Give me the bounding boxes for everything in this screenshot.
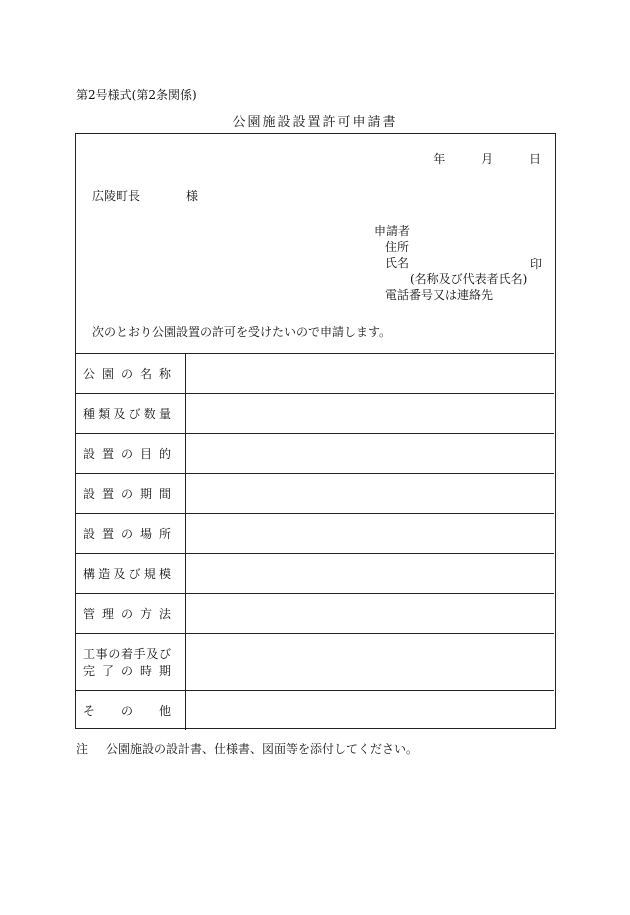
label-char: 名: [139, 367, 152, 381]
label-char: 他: [158, 704, 171, 718]
label-char: 類: [98, 407, 111, 421]
label-char: び: [128, 407, 141, 421]
label-char: 期: [158, 664, 171, 678]
name-label: 氏名: [385, 256, 410, 270]
row-value-field[interactable]: [186, 691, 555, 731]
date-month: 月: [481, 152, 494, 166]
table-row: [76, 634, 554, 691]
label-char: の: [120, 447, 133, 461]
table-row: [76, 434, 554, 474]
label-char: の: [120, 664, 133, 678]
table-row: [76, 354, 554, 394]
label-char: そ: [83, 704, 96, 718]
label-char: 及: [146, 647, 159, 661]
label-char: 事: [95, 647, 108, 661]
label-char: 手: [133, 647, 146, 661]
date-day: 日: [528, 152, 541, 166]
label-char: 造: [98, 567, 111, 581]
row-label-line: [83, 662, 171, 679]
row-label-line: [83, 525, 171, 542]
row-label: [76, 474, 186, 514]
label-char: の: [120, 607, 133, 621]
phone-label: 電話番号又は連絡先: [385, 288, 494, 302]
label-char: 量: [158, 407, 171, 421]
date-line: [429, 150, 541, 167]
row-label: [76, 594, 186, 634]
label-char: 期: [139, 487, 152, 501]
row-value-field[interactable]: [186, 474, 555, 514]
row-value-field[interactable]: [186, 594, 555, 634]
row-label: [76, 634, 186, 691]
addressee: [92, 187, 198, 204]
application-form: [75, 133, 556, 729]
label-char: 園: [101, 367, 114, 381]
row-label: [76, 434, 186, 474]
row-value-field[interactable]: [186, 554, 555, 594]
footnote-text: 公園施設の設計書、仕様書、図面等を添付してください。: [106, 742, 419, 756]
label-char: 公: [83, 367, 96, 381]
label-char: 設: [83, 487, 96, 501]
row-label-line: [83, 445, 171, 462]
form-number: 第2号様式(第2条関係): [76, 88, 197, 102]
row-label-line: [83, 702, 171, 719]
label-char: 及: [113, 567, 126, 581]
address-label: 住所: [385, 240, 410, 254]
table-row: [76, 394, 554, 434]
row-label: [76, 691, 186, 731]
label-char: 的: [158, 447, 171, 461]
row-label-line: [83, 365, 171, 382]
label-char: の: [120, 487, 133, 501]
row-label-line: [83, 405, 171, 422]
row-value-field[interactable]: [186, 634, 555, 691]
label-char: 設: [83, 527, 96, 541]
addressee-name: 広陵町長: [92, 189, 141, 203]
table-row: [76, 514, 554, 554]
row-label-line: [83, 605, 171, 622]
label-char: 設: [83, 447, 96, 461]
row-value-field[interactable]: [186, 354, 555, 394]
label-char: の: [108, 647, 121, 661]
label-char: 管: [83, 607, 96, 621]
row-label: [76, 554, 186, 594]
label-char: 法: [158, 607, 171, 621]
label-char: 及: [113, 407, 126, 421]
label-char: 理: [101, 607, 114, 621]
label-char: の: [120, 367, 133, 381]
label-char: の: [120, 704, 133, 718]
label-char: 完: [83, 664, 96, 678]
table-row: [76, 474, 554, 514]
label-char: 方: [139, 607, 152, 621]
label-char: 所: [158, 527, 171, 541]
label-char: 模: [158, 567, 171, 581]
label-char: 称: [158, 367, 171, 381]
row-value-field[interactable]: [186, 514, 555, 554]
date-year: 年: [433, 152, 446, 166]
label-char: 種: [83, 407, 96, 421]
table-row: [76, 691, 554, 731]
row-value-field[interactable]: [186, 394, 555, 434]
items-table: [76, 353, 554, 730]
label-char: 了: [101, 664, 114, 678]
row-value-field[interactable]: [186, 434, 555, 474]
label-char: 工: [83, 647, 96, 661]
label-char: 置: [101, 447, 114, 461]
applicant-label: 申請者: [374, 224, 411, 238]
document-title: 公園施設設置許可申請書: [232, 115, 398, 130]
table-row: [76, 554, 554, 594]
row-label: [76, 394, 186, 434]
label-char: の: [120, 527, 133, 541]
label-char: 置: [101, 527, 114, 541]
seal-mark: 印: [529, 257, 542, 271]
row-label-line: [83, 565, 171, 582]
label-char: 規: [143, 567, 156, 581]
row-label: [76, 514, 186, 554]
label-char: 置: [101, 487, 114, 501]
footnote-mark: 注: [76, 742, 89, 756]
footnote: [76, 740, 418, 757]
table-row: [76, 594, 554, 634]
row-label-line: [83, 485, 171, 502]
label-char: び: [158, 647, 171, 661]
label-char: 着: [120, 647, 133, 661]
row-label: [76, 354, 186, 394]
label-char: び: [128, 567, 141, 581]
row-label-line: [83, 645, 171, 662]
request-statement: 次のとおり公園設置の許可を受けたいので申請します。: [92, 325, 392, 339]
label-char: 間: [158, 487, 171, 501]
applicant-block: [374, 223, 540, 303]
label-char: 構: [83, 567, 96, 581]
label-char: 時: [139, 664, 152, 678]
honorific: 様: [186, 189, 199, 203]
label-char: 数: [143, 407, 156, 421]
name-note: (名称及び代表者氏名): [410, 272, 528, 286]
label-char: 目: [139, 447, 152, 461]
label-char: 場: [139, 527, 152, 541]
